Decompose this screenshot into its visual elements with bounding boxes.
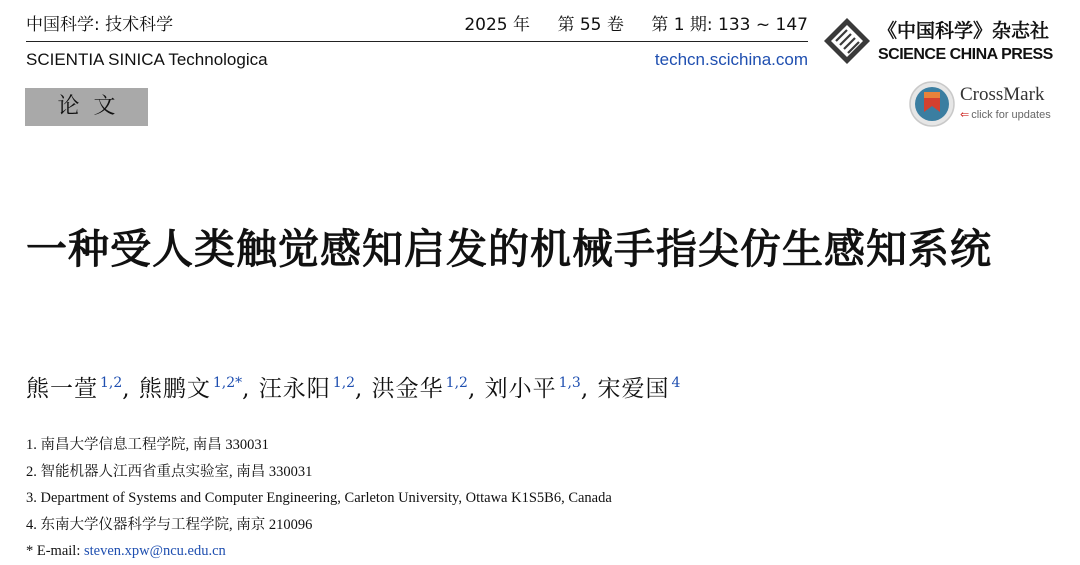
issue-info (464, 10, 808, 35)
affiliation-item: 3. Department of Systems and Computer Engineering, Carleton University, Ottawa K1S5B6, Canada (26, 490, 612, 506)
author-affil-marker[interactable]: 4 (671, 375, 681, 392)
article-type-badge: 论文 (25, 88, 148, 126)
author-name: 熊一萱 (26, 376, 98, 402)
journal-url-link[interactable]: techcn.scichina.com (654, 50, 808, 69)
affiliation-list (26, 432, 612, 565)
author-name: 汪永阳 (258, 376, 331, 402)
affiliation-item: 2. 智能机器人江西省重点实验室, 南昌 330031 (26, 463, 313, 480)
author-list (26, 370, 680, 403)
crossmark-subtitle (960, 108, 1051, 121)
science-china-press-logo-icon (822, 16, 872, 66)
author-name: 熊鹏文 (138, 376, 211, 402)
author-separator: , (122, 376, 139, 402)
crossmark-button[interactable] (908, 80, 1068, 130)
paper-title: 一种受人类触觉感知启发的机械手指尖仿生感知系统 (26, 225, 992, 273)
author-separator: , (580, 376, 598, 402)
email-label: * E-mail: (26, 543, 84, 559)
crossmark-subtitle-text: click for updates (971, 109, 1051, 121)
journal-subheader-row (26, 50, 808, 70)
affiliation-item: 4. 东南大学仪器科学与工程学院, 南京 210096 (26, 516, 313, 533)
journal-header-row (26, 10, 808, 42)
journal-header (26, 10, 808, 70)
crossmark-title: CrossMark (960, 84, 1045, 105)
corresponding-email (26, 538, 612, 565)
author-affil-marker[interactable]: 1,2 (100, 375, 123, 392)
author-affil-marker[interactable]: 1,3 (558, 375, 581, 392)
author-affil-marker[interactable]: 1,2 (445, 375, 468, 392)
publisher-name-en: SCIENCE CHINA PRESS (878, 46, 1053, 63)
author-name: 刘小平 (484, 376, 557, 402)
issue-pages: 第 1 期: 133 ~ 147 (651, 15, 808, 35)
publisher-brand (822, 14, 1062, 70)
author-separator: , (467, 376, 485, 402)
author-separator: , (355, 376, 372, 402)
email-link[interactable]: steven.xpw@ncu.edu.cn (84, 543, 226, 559)
arrow-left-icon: ⇐ (960, 109, 970, 121)
author-separator: , (242, 376, 259, 402)
author-affil-marker[interactable]: 1,2* (212, 375, 243, 392)
year: 2025 年 (464, 15, 531, 35)
crossmark-icon (908, 80, 956, 128)
author-name: 洪金华 (371, 376, 444, 402)
author-name: 宋爱国 (597, 376, 670, 402)
author-affil-marker[interactable]: 1,2 (332, 375, 356, 392)
affiliation-item: 1. 南昌大学信息工程学院, 南昌 330031 (26, 437, 269, 453)
publisher-name-cn: 《中国科学》杂志社 (878, 20, 1050, 42)
journal-name-en: SCIENTIA SINICA Technologica (26, 50, 268, 69)
volume: 第 55 卷 (557, 15, 624, 35)
journal-name-cn: 中国科学: 技术科学 (26, 15, 174, 35)
